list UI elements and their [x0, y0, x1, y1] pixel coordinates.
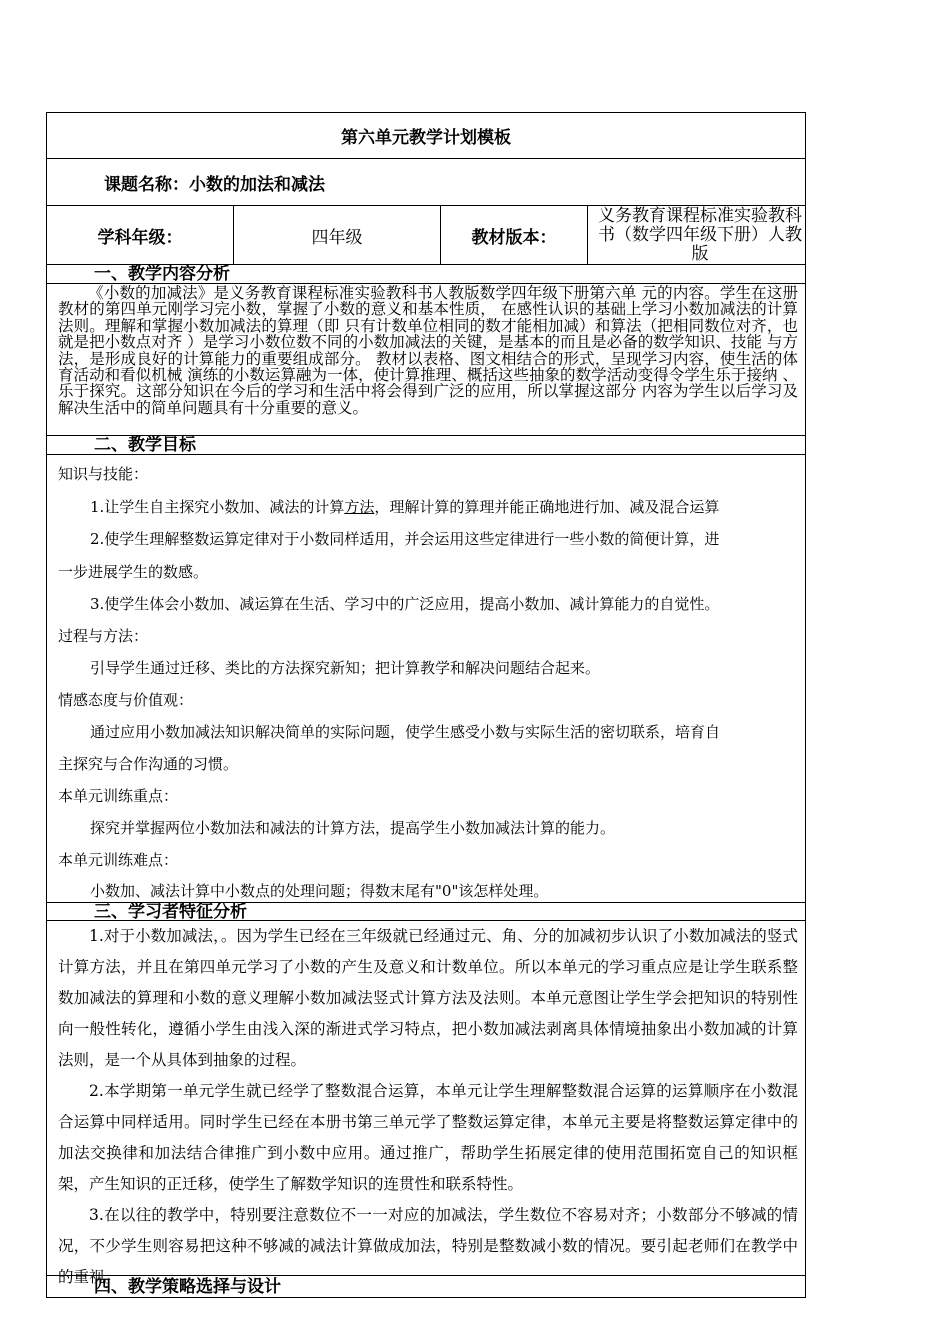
- learner-analysis-text: [58, 921, 798, 1293]
- learner-paragraph-2: 2.本学期第一单元学生就已经学了整数混合运算，本单元让学生理解整数混合运算的运算顺序在小数混合运算中同样适用。同时学生已经在本册书第三单元学了整数运算定律，本单元主要是将整数运算定律中的加法交换律和加法结合律推广到小数中应用。通过推广，帮助学生拓展定律的使用范围拓宽自己的知识框架，产生知识的正迁移，使学生了解数学知识的连贯性和联系特性。: [58, 1082, 798, 1193]
- goal-1-underlined: 方法: [344, 498, 375, 516]
- row-divider: [46, 158, 806, 159]
- difficulty-text: 小数加、减法计算中小数点的处理问题；得数末尾有"0"该怎样处理。: [90, 882, 549, 900]
- attitude-values-label: 情感态度与价值观：: [58, 691, 194, 709]
- textbook-value: 义务教育课程标准实验教科书（数学四年级下册）人教版: [598, 205, 802, 264]
- goal-1-pre: 1.让学生自主探究小数加、减法的计算: [90, 498, 345, 516]
- difficulty-label: 本单元训练难点：: [58, 851, 179, 869]
- section-heading-learner-analysis: 三、学习者特征分析: [94, 902, 247, 922]
- section-heading-content-analysis: 一、教学内容分析: [94, 264, 230, 284]
- textbook-label: 教材版本：: [471, 227, 557, 248]
- section-heading-teaching-goals: 二、教学目标: [94, 435, 196, 455]
- course-name-label: 课题名称：: [104, 174, 189, 195]
- key-points-text: 探究并掌握两位小数加法和减法的计算方法，提高学生小数加减法计算的能力。: [90, 819, 616, 837]
- attitude-values-line-2: 主探究与合作沟通的习惯。: [58, 755, 239, 773]
- content-analysis-text: [58, 285, 798, 416]
- attitude-values-line-1: 通过应用小数加减法知识解决简单的实际问题，使学生感受小数与实际生活的密切联系，培育自: [90, 723, 721, 741]
- knowledge-skills-label: 知识与技能：: [58, 465, 149, 483]
- learner-paragraph-1: 1.对于小数加减法，。因为学生已经在三年级就已经通过元、角、分的加减初步认识了小数加减法的竖式计算方法，并且在第四单元学习了小数的产生及意义和计数单位。所以本单元的学习重点应是让学生联系整数加减法的算理和小数的意义理解小数加减法竖式计算方法及法则。本单元意图让学生学会把知识的特别性向一般性转化，遵循小学生由浅入深的渐进式学习特点，把小数加减法剥离具体情境抽象出小数加减的计算法则，是一个从具体到抽象的过程。: [58, 927, 798, 1069]
- document-title: 第六单元教学计划模板: [341, 128, 511, 148]
- goal-item-3: 3.使学生体会小数加、减运算在生活、学习中的广泛应用，提高小数加、减计算能力的自觉性。: [90, 595, 720, 613]
- goal-item-2-line-2: 一步进展学生的数感。: [58, 563, 209, 581]
- section-heading-teaching-strategy: 四、教学策略选择与设计: [94, 1277, 281, 1297]
- key-points-label: 本单元训练重点：: [58, 787, 179, 805]
- process-method-label: 过程与方法：: [58, 627, 149, 645]
- goal-item-1: [90, 497, 719, 517]
- column-divider: [587, 205, 588, 264]
- goal-1-post: ，理解计算的算理并能正确地进行加、减及混合运算: [374, 498, 720, 516]
- process-method-text: 引导学生通过迁移、类比的方法探究新知；把计算教学和解决问题结合起来。: [90, 659, 601, 677]
- subject-grade-value: 四年级: [311, 227, 363, 248]
- learner-paragraph-3: 3.在以往的教学中，特别要注意数位不一一对应的加减法，学生数位不容易对齐；小数部分不够减的情况，不少学生则容易把这种不够减的减法计算做成加法，特别是整数减小数的情况。要引起老师们在教学中的重视。: [58, 1206, 798, 1286]
- course-name-value: 小数的加法和减法: [189, 174, 325, 195]
- goal-item-2-line-1: 2.使学生理解整数运算定律对于小数同样适用，并会运用这些定律进行一些小数的简便计算，进: [90, 530, 720, 548]
- course-name-row: [104, 160, 325, 204]
- subject-grade-label: 学科年级：: [97, 227, 183, 248]
- content-analysis-body: 《小数的加减法》是义务教育课程标准实验教科书人教版数学四年级下册第六单 元的内容。学生在这册教材的第四单元刚学习完小数，掌握了小数的意义和基本性质， 在感性认识的基础上学习小数加减法的计算法则。理解和掌握小数加减法的算理（即 只有计数单位相同的数才能相加减）和算法（把相同数位对齐，也就是把小数点对齐 ）是学习小数位数不同的小数加减法的关键，是基本的而且是必备的数学知识、技能 与方法，是形成良好的计算能力的重要组成部分。 教材以表格、图文相结合的形式，呈现学习内容，使生活的体育活动和看似机械 演练的小数运算融为一体，使计算推理、概括这些抽象的数学活动变得令学生乐于接纳 、乐于探究。这部分知识在今后的学习和生活中将会得到广泛的应用，所以掌握这部分 内容为学生以后学习及解决生活中的简单问题具有十分重要的意义。: [58, 284, 798, 417]
